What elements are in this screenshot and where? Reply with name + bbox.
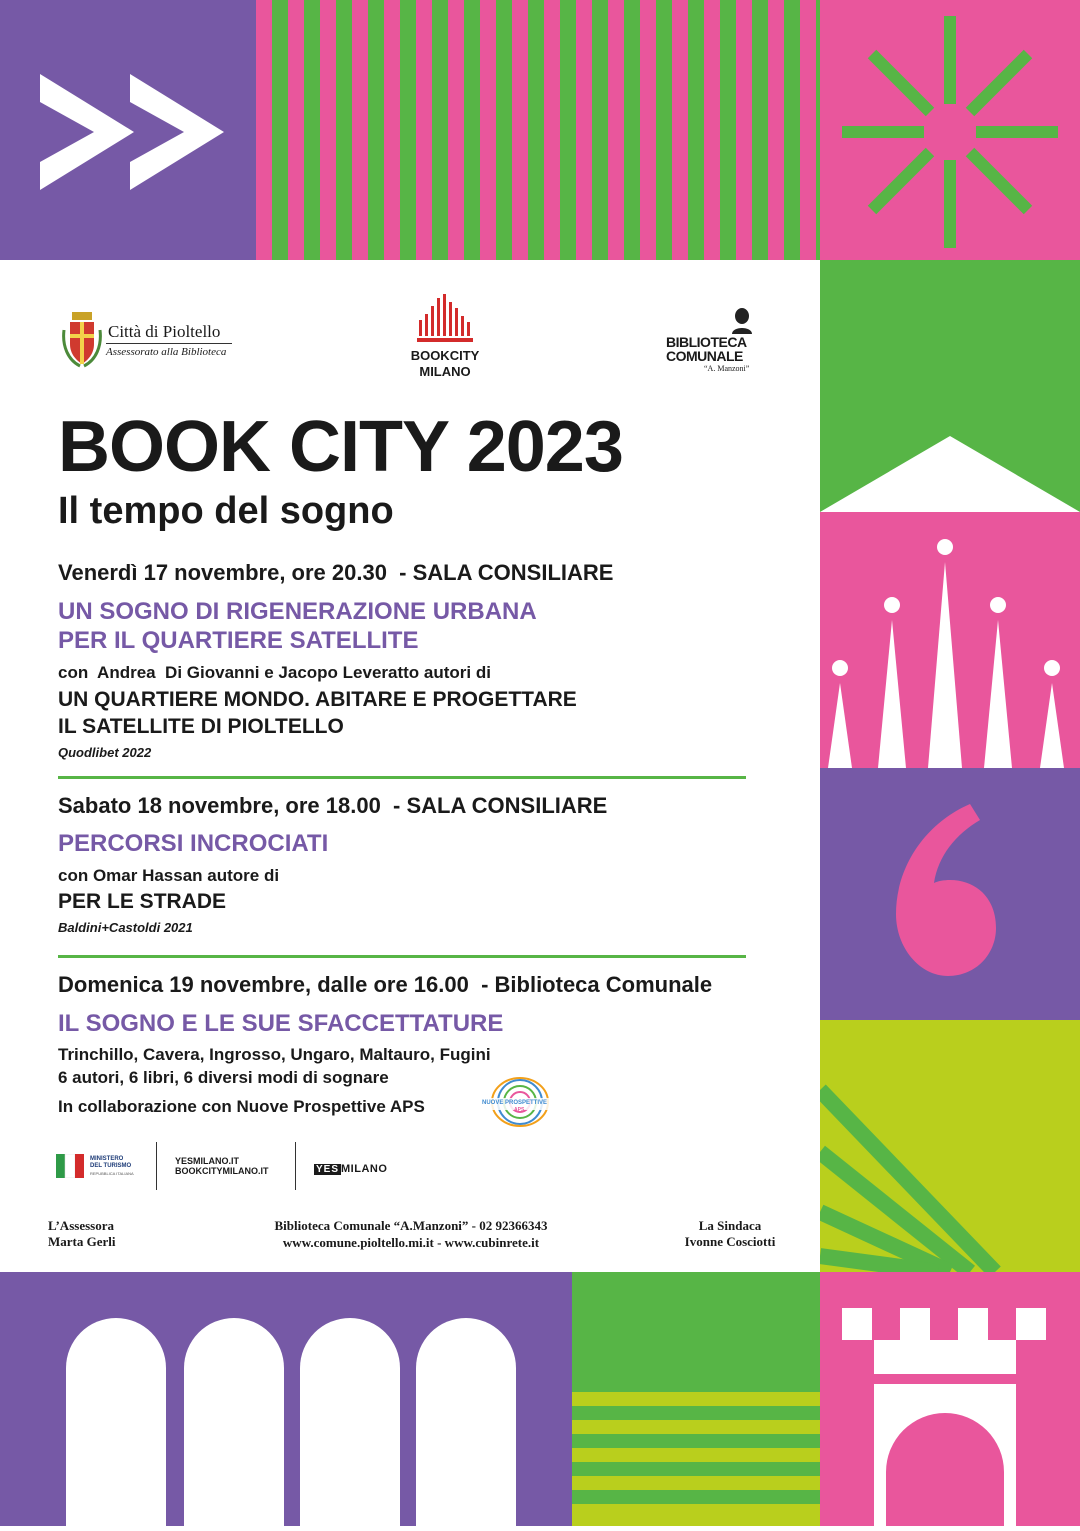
yesmilano-text: MILANO bbox=[341, 1163, 388, 1175]
top-left-tile bbox=[0, 0, 256, 260]
bottom-tower-tile bbox=[820, 1272, 1080, 1526]
coat-of-arms-icon bbox=[62, 310, 102, 368]
comma-icon bbox=[820, 768, 1080, 1020]
event-3-collaboration: In collaborazione con Nuove Prospettive APS bbox=[58, 1097, 425, 1116]
right-spires-tile bbox=[820, 512, 1080, 768]
bookcity-skyline-icon bbox=[415, 294, 475, 344]
footer-sindaca-role: La Sindaca bbox=[698, 1218, 762, 1233]
right-book-tile bbox=[820, 1020, 1080, 1272]
event-3-title: IL SOGNO E LE SUE SFACCETTATURE bbox=[58, 1010, 504, 1037]
open-book-icon bbox=[820, 1020, 1080, 1272]
nuove-prospettive-line1: NUOVE PROSPETTIVE bbox=[482, 1100, 548, 1106]
manzoni-portrait-icon bbox=[730, 306, 754, 334]
sponsor-site-2: BOOKCITYMILANO.IT bbox=[175, 1166, 269, 1176]
footer-assessora-role: L’Assessora bbox=[48, 1218, 114, 1233]
city-department: Assessorato alla Biblioteca bbox=[106, 346, 227, 358]
ministry-line2: DEL TURISMO bbox=[90, 1163, 132, 1169]
event-1-date: Venerdì 17 novembre, ore 20.30 - SALA CONSILIARE bbox=[58, 560, 614, 585]
ministry-line3: REPUBBLICA ITALIANA bbox=[90, 1171, 134, 1176]
footer-websites: www.comune.pioltello.mi.it - www.cubinrete.it bbox=[282, 1235, 540, 1250]
castle-tower-icon bbox=[820, 1272, 1080, 1526]
library-line3: “A. Manzoni” bbox=[704, 364, 750, 373]
nuove-prospettive-logo bbox=[474, 1076, 554, 1132]
top-right-tile bbox=[820, 0, 1080, 260]
event-2-speakers: con Omar Hassan autore di bbox=[58, 866, 280, 885]
page-subtitle: Il tempo del sogno bbox=[58, 490, 394, 532]
double-chevron-icon bbox=[0, 0, 256, 260]
event-2-date: Sabato 18 novembre, ore 18.00 - SALA CONSILIARE bbox=[58, 793, 608, 818]
bookcity-line2: MILANO bbox=[419, 364, 471, 379]
top-stripes-tile bbox=[256, 0, 820, 260]
city-name: Città di Pioltello bbox=[108, 322, 221, 341]
ministry-logo bbox=[56, 1150, 152, 1182]
stripes-icon bbox=[572, 1272, 820, 1526]
sponsor-divider-2 bbox=[295, 1142, 296, 1190]
bottom-arches-tile bbox=[0, 1272, 572, 1526]
bottom-stripes-tile bbox=[572, 1272, 820, 1526]
footer-library-contact: Biblioteca Comunale “A.Manzoni” - 02 92366343 bbox=[274, 1218, 548, 1233]
library-line2: COMUNALE bbox=[666, 348, 743, 364]
library-line1: BIBLIOTECA bbox=[666, 334, 747, 350]
spires-icon bbox=[820, 512, 1080, 768]
bookcity-line1: BOOKCITY bbox=[410, 348, 480, 363]
event-3-authors: Trinchillo, Cavera, Ingrosso, Ungaro, Maltauro, Fugini bbox=[58, 1045, 491, 1064]
footer-sindaca-name: Ivonne Cosciotti bbox=[684, 1234, 776, 1249]
right-roof-tile bbox=[820, 260, 1080, 512]
event-2-title: PERCORSI INCROCIATI bbox=[58, 830, 329, 857]
event-1-publisher: Quodlibet 2022 bbox=[58, 745, 152, 760]
event-3-date: Domenica 19 novembre, dalle ore 16.00 - Biblioteca Comunale bbox=[58, 972, 713, 997]
yesmilano-logo bbox=[314, 1159, 387, 1173]
yesmilano-box: YES bbox=[316, 1164, 340, 1175]
sponsor-site-1: YESMILANO.IT bbox=[175, 1156, 240, 1166]
event-2-book: PER LE STRADE bbox=[58, 890, 227, 913]
event-1-title-line2: PER IL QUARTIERE SATELLITE bbox=[58, 627, 419, 654]
divider-1 bbox=[58, 776, 746, 779]
sponsor-divider-1 bbox=[156, 1142, 157, 1190]
sunburst-icon bbox=[820, 0, 1080, 260]
page-title: BOOK CITY 2023 bbox=[58, 407, 623, 487]
arches-icon bbox=[0, 1272, 572, 1526]
event-3-description: 6 autori, 6 libri, 6 diversi modi di sognare bbox=[58, 1068, 389, 1087]
event-2-publisher: Baldini+Castoldi 2021 bbox=[58, 920, 193, 935]
library-logo bbox=[664, 306, 764, 378]
event-1-book-line2: IL SATELLITE DI PIOLTELLO bbox=[58, 715, 344, 738]
footer-assessora-name: Marta Gerli bbox=[48, 1234, 116, 1249]
nuove-prospettive-line2: APS bbox=[514, 1107, 525, 1113]
ministry-line1: MINISTERO bbox=[90, 1156, 124, 1162]
event-1-book-line1: UN QUARTIERE MONDO. ABITARE E PROGETTARE bbox=[58, 688, 577, 711]
divider-2 bbox=[58, 955, 746, 958]
event-1-speakers: con Andrea Di Giovanni e Jacopo Leveratto autori di bbox=[58, 663, 491, 682]
city-logo bbox=[62, 310, 242, 370]
right-comma-tile bbox=[820, 768, 1080, 1020]
roof-icon bbox=[820, 260, 1080, 512]
event-1-title-line1: UN SOGNO DI RIGENERAZIONE URBANA bbox=[58, 598, 537, 625]
bookcity-logo bbox=[400, 294, 490, 384]
italian-flag-icon bbox=[56, 1154, 84, 1178]
